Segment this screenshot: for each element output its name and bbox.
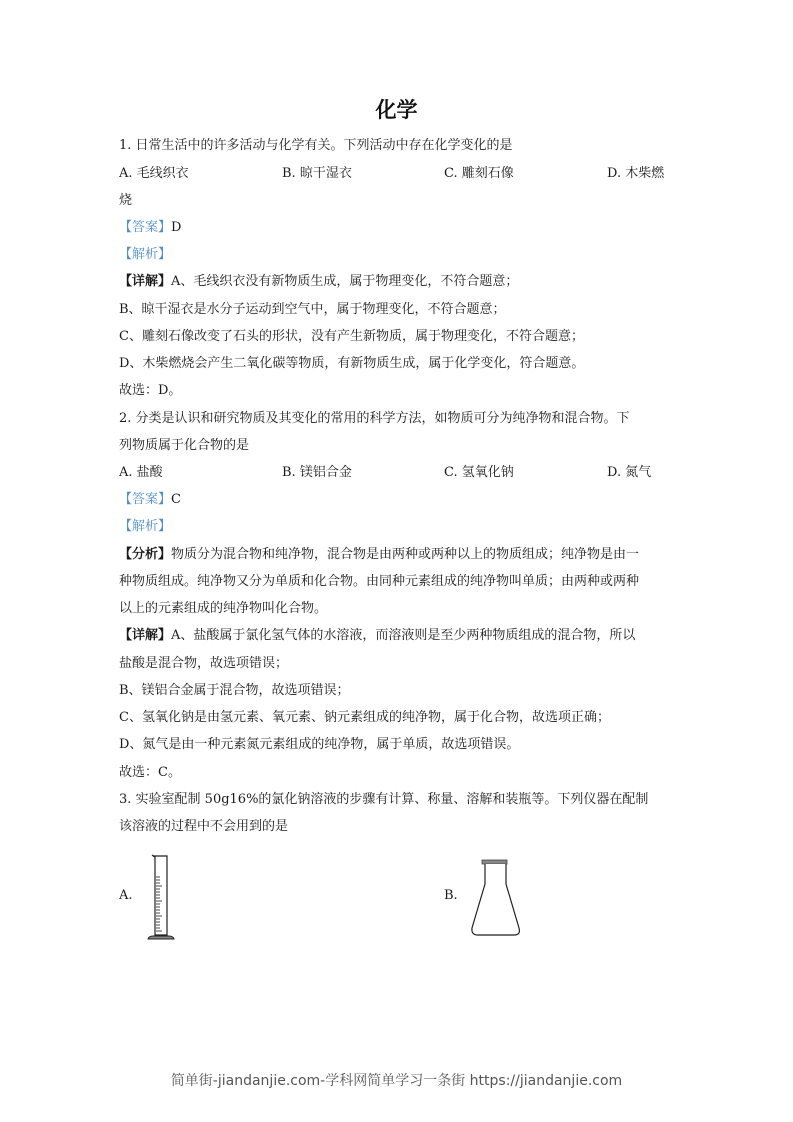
q1-stem: 1. 日常生活中的许多活动与化学有关。下列活动中存在化学变化的是 (119, 138, 513, 153)
q1-detail-line: 【详解】A、毛线织衣没有新物质生成，属于物理变化，不符合题意； (119, 274, 519, 289)
q3-option-a-label: A. (119, 888, 133, 903)
q3-stem: 3. 实验室配制 50g16%的氯化钠溶液的步骤有计算、称量、溶解和装瓶等。下列仪器在配制 (119, 792, 649, 807)
q2-option-a: A. 盐酸 (119, 465, 163, 480)
q1-answer (119, 219, 181, 237)
q2-stem: 列物质属于化合物的是 (119, 438, 250, 453)
q2-detail-line: D、氮气是由一种元素氮元素组成的纯净物，属于单质，故选项错误。 (119, 737, 520, 752)
page-footer: 简单街-jiandanjie.com-学科网简单学习一条街 https://jiandanjie.com (170, 1073, 623, 1089)
q2-conclusion: 故选：C。 (119, 765, 181, 780)
q1-option-d-wrap: 烧 (119, 193, 133, 208)
detail-label: 【详解】 (119, 628, 172, 643)
q2-detail-line: C、氢氧化钠是由氢元素、氧元素、钠元素组成的纯净物，属于化合物，故选项正确； (119, 710, 610, 725)
erlenmeyer-flask-icon (468, 858, 524, 942)
page-title: 化学 (375, 98, 418, 122)
q2-stem: 2. 分类是认识和研究物质及其变化的常用的科学方法，如物质可分为纯净物和混合物。下 (119, 411, 630, 426)
q3-option-b-label: B. (444, 888, 458, 903)
q2-option-c: C. 氢氧化钠 (444, 465, 514, 480)
q2-detail-line: 盐酸是混合物，故选项错误； (119, 656, 289, 671)
fenxi-label: 【分析】 (119, 547, 172, 562)
detail-label: 【详解】 (119, 274, 172, 289)
q1-detail-line: B、晾干湿衣是水分子运动到空气中，属于物理变化，不符合题意； (119, 302, 506, 317)
q2-fenxi-line: 种物质组成。纯净物又分为单质和化合物。由同种元素组成的纯净物叫单质；由两种或两种 (119, 574, 640, 589)
q1-option-d: D. 木柴燃 (607, 166, 665, 181)
q2-fenxi-line: 以上的元素组成的纯净物叫化合物。 (119, 601, 328, 616)
answer-value: D (171, 220, 182, 235)
q1-detail-line: C、雕刻石像改变了石头的形状，没有产生新物质，属于物理变化，不符合题意； (119, 329, 584, 344)
q2-option-d: D. 氮气 (607, 465, 652, 480)
q2-option-b: B. 镁铝合金 (282, 465, 352, 480)
q1-analysis-label: 【解析】 (119, 247, 172, 262)
q2-answer (119, 491, 181, 509)
q1-detail-line: D、木柴燃烧会产生二氧化碳等物质，有新物质生成，属于化学变化，符合题意。 (119, 356, 585, 371)
q2-detail-line: 【详解】A、盐酸属于氯化氢气体的水溶液，而溶液则是至少两种物质组成的混合物，所以 (119, 628, 636, 643)
graduated-cylinder-icon (145, 853, 179, 947)
q3-stem: 该溶液的过程中不会用到的是 (119, 819, 289, 834)
q1-option-c: C. 雕刻石像 (444, 166, 514, 181)
q2-fenxi-line: 【分析】物质分为混合物和纯净物，混合物是由两种或两种以上的物质组成；纯净物是由一 (119, 547, 640, 562)
q1-conclusion: 故选：D。 (119, 383, 182, 398)
q2-analysis-label: 【解析】 (119, 519, 172, 534)
answer-value: C (171, 492, 181, 507)
q2-detail-line: B、镁铝合金属于混合物，故选项错误； (119, 683, 350, 698)
answer-label: 【答案】 (119, 492, 172, 507)
q1-option-b: B. 晾干湿衣 (282, 166, 352, 181)
answer-label: 【答案】 (119, 220, 172, 235)
q1-option-a: A. 毛线织衣 (119, 166, 189, 181)
